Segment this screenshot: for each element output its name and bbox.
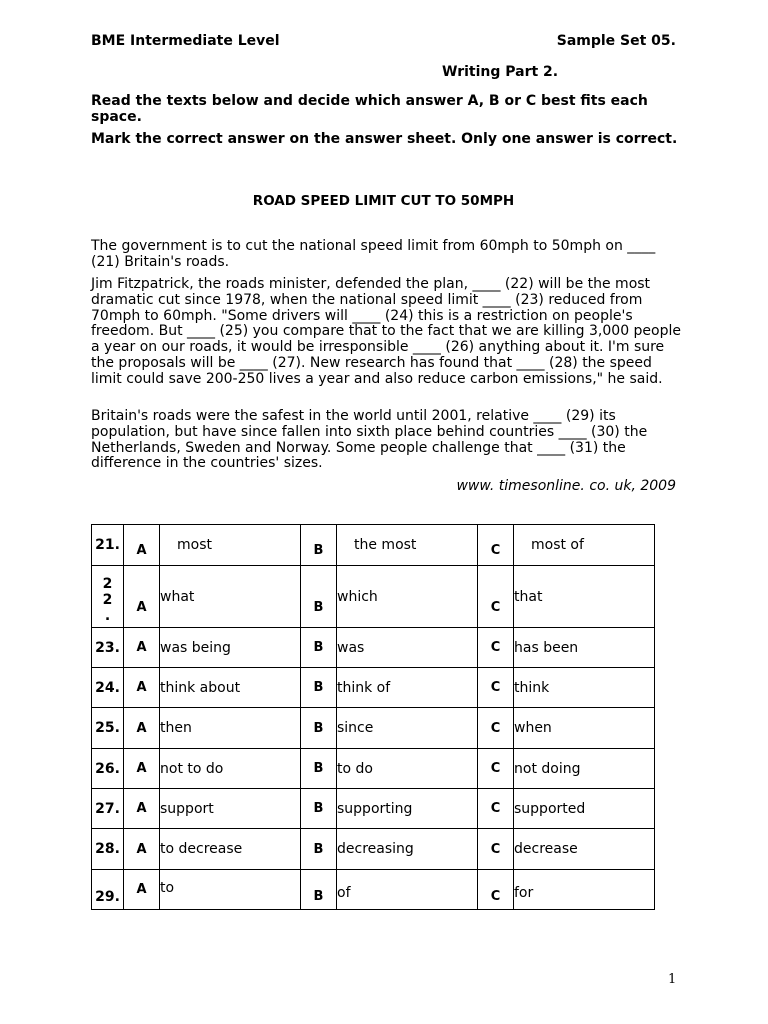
answer-row — [92, 829, 655, 870]
option-b: which — [337, 566, 478, 628]
option-letter-c: C — [478, 566, 514, 628]
option-a: most — [160, 525, 301, 566]
option-letter-a: A — [124, 789, 160, 829]
sample-set-header: Sample Set 05. — [556, 33, 676, 49]
option-b: the most — [337, 525, 478, 566]
option-a: not to do — [160, 749, 301, 789]
option-letter-c: C — [478, 829, 514, 870]
question-number: 27. — [92, 789, 124, 829]
option-b: supporting — [337, 789, 478, 829]
option-letter-a: A — [124, 749, 160, 789]
option-c: supported — [514, 789, 655, 829]
answer-row — [92, 668, 655, 708]
option-c: that — [514, 566, 655, 628]
article-source: www. timesonline. co. uk, 2009 — [456, 478, 676, 494]
answer-options-table — [91, 524, 655, 910]
option-letter-c: C — [478, 628, 514, 668]
instruction-1: Read the texts below and decide which answer A, B or C best fits each space. — [91, 93, 648, 125]
article-paragraph-3: Britain's roads were the safest in the world until 2001, relative ____ (29) its population, but have since fallen into sixth place behind countries ____ (30) the Netherlands, Sweden and Norway. Some people challenge that ____ (31) the difference in the countries' sizes. — [91, 408, 648, 472]
article-title: ROAD SPEED LIMIT CUT TO 50MPH — [252, 193, 515, 209]
answer-row — [92, 708, 655, 749]
question-number: 29. — [92, 870, 124, 910]
option-letter-a: A — [124, 708, 160, 749]
option-letter-b: B — [301, 749, 337, 789]
question-number: 25. — [92, 708, 124, 749]
option-c: when — [514, 708, 655, 749]
option-letter-c: C — [478, 749, 514, 789]
level-header: BME Intermediate Level — [91, 33, 280, 49]
article-paragraph-1: The government is to cut the national speed limit from 60mph to 50mph on ____ (21) Britain's roads. — [91, 238, 656, 270]
article-paragraph-2: Jim Fitzpatrick, the roads minister, defended the plan, ____ (22) will be the most dramatic cut since 1978, when the national speed limit ____ (23) reduced from 70mph to 60mph. "Some drivers will ____ (24) this is a restriction on people's freedom. But ____ (25) you compare that to the fact that we are killing 3,000 people a year on our roads, it would be irresponsible ____ (26) anything about it. I'm sure the proposals will be ____ (27). New research has found that ____ (28) the speed limit could save 200-250 lives a year and also reduce carbon emissions," he said. — [91, 276, 682, 387]
option-letter-a: A — [124, 628, 160, 668]
option-b: since — [337, 708, 478, 749]
option-a: to decrease — [160, 829, 301, 870]
option-letter-b: B — [301, 566, 337, 628]
option-letter-b: B — [301, 870, 337, 910]
answer-row — [92, 525, 655, 566]
option-b: of — [337, 870, 478, 910]
option-letter-a: A — [124, 870, 160, 910]
option-c: think — [514, 668, 655, 708]
option-letter-a: A — [124, 566, 160, 628]
option-letter-c: C — [478, 870, 514, 910]
question-number: 23. — [92, 628, 124, 668]
option-letter-b: B — [301, 525, 337, 566]
option-letter-a: A — [124, 829, 160, 870]
option-a: to — [160, 870, 301, 910]
section-heading: Writing Part 2. — [442, 64, 559, 80]
answer-row — [92, 749, 655, 789]
instruction-2: Mark the correct answer on the answer sheet. Only one answer is correct. — [91, 131, 678, 147]
option-a: then — [160, 708, 301, 749]
answer-row — [92, 628, 655, 668]
option-letter-b: B — [301, 829, 337, 870]
answer-row — [92, 870, 655, 910]
option-letter-c: C — [478, 708, 514, 749]
answer-row — [92, 566, 655, 628]
page-number: 1 — [668, 972, 677, 987]
question-number: 28. — [92, 829, 124, 870]
option-b: to do — [337, 749, 478, 789]
option-letter-b: B — [301, 789, 337, 829]
option-c: not doing — [514, 749, 655, 789]
option-b: decreasing — [337, 829, 478, 870]
question-number: 26. — [92, 749, 124, 789]
option-letter-c: C — [478, 668, 514, 708]
option-letter-b: B — [301, 628, 337, 668]
option-b: was — [337, 628, 478, 668]
option-letter-c: C — [478, 789, 514, 829]
option-letter-c: C — [478, 525, 514, 566]
answer-row — [92, 789, 655, 829]
option-letter-a: A — [124, 525, 160, 566]
question-number: 24. — [92, 668, 124, 708]
option-letter-b: B — [301, 708, 337, 749]
option-a: think about — [160, 668, 301, 708]
option-c: decrease — [514, 829, 655, 870]
option-b: think of — [337, 668, 478, 708]
option-a: support — [160, 789, 301, 829]
option-c: has been — [514, 628, 655, 668]
option-a: what — [160, 566, 301, 628]
option-c: most of — [514, 525, 655, 566]
question-number: 2 2 . — [92, 566, 124, 628]
option-letter-b: B — [301, 668, 337, 708]
option-a: was being — [160, 628, 301, 668]
option-c: for — [514, 870, 655, 910]
question-number: 21. — [92, 525, 124, 566]
option-letter-a: A — [124, 668, 160, 708]
